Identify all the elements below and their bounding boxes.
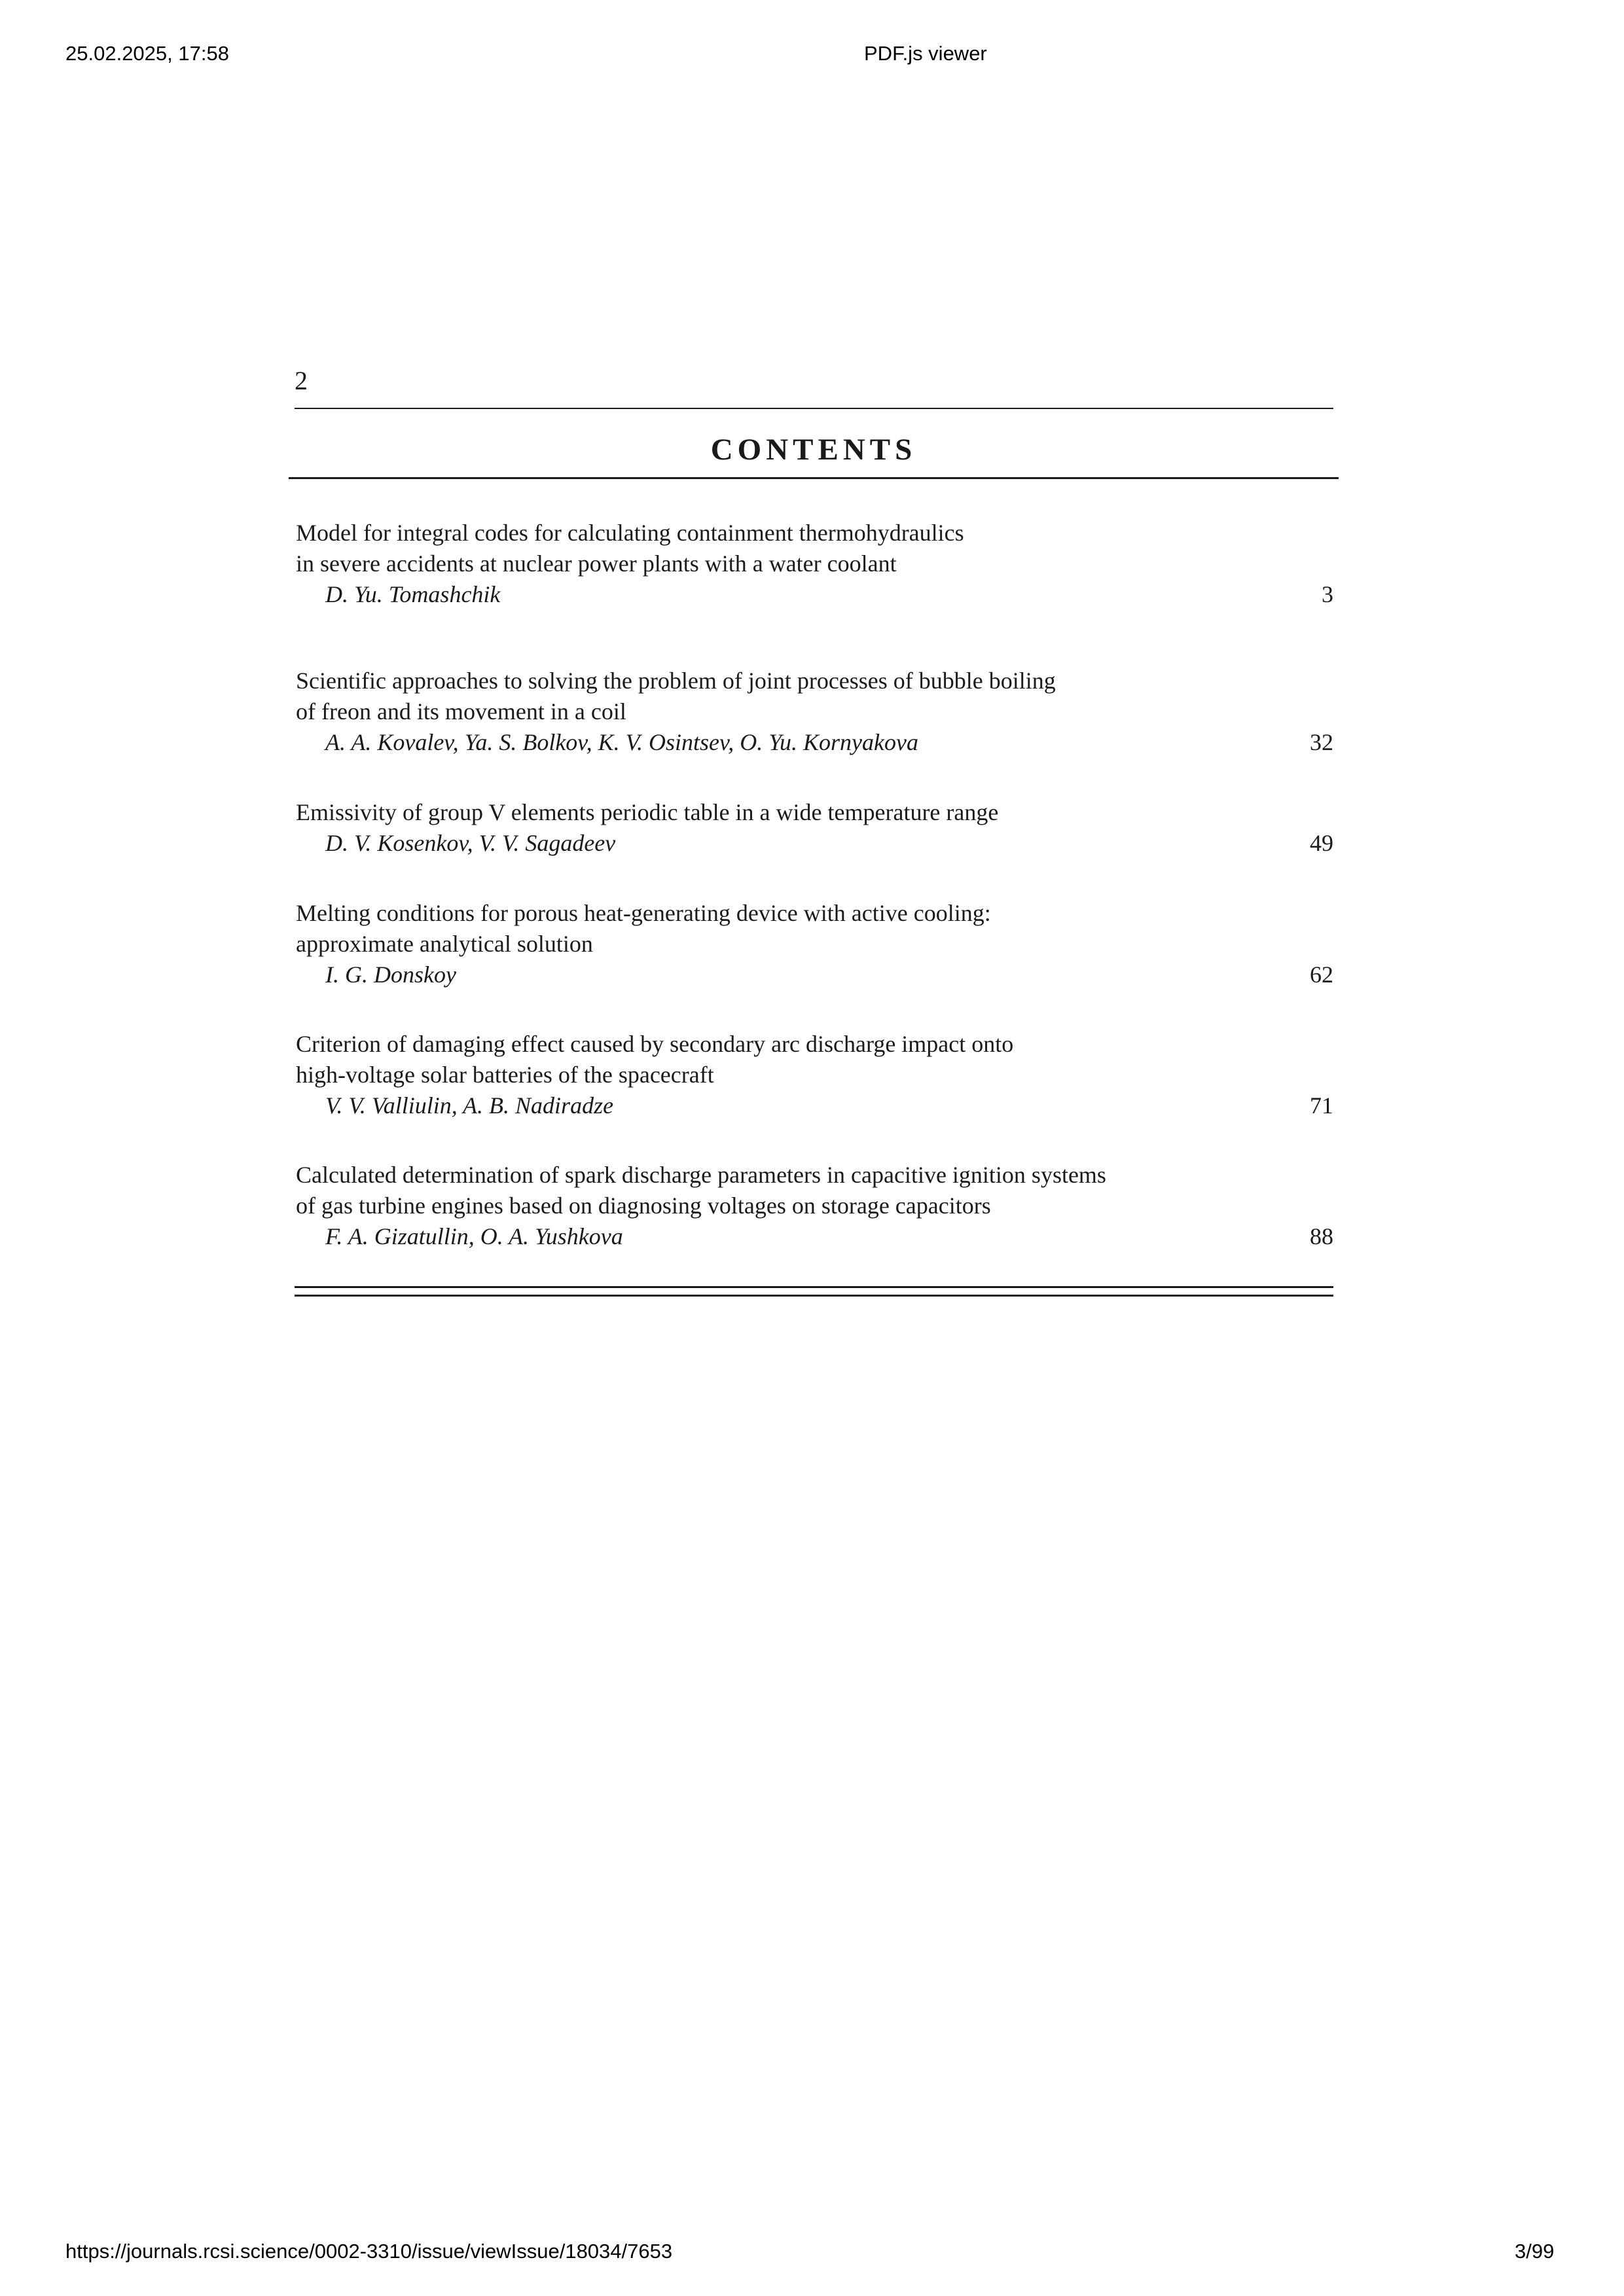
toc-title-line: in severe accidents at nuclear power plants with a water coolant <box>296 550 897 577</box>
print-url: https://journals.rcsi.science/0002-3310/issue/viewIssue/18034/7653 <box>65 2240 673 2263</box>
print-page-counter: 3/99 <box>1515 2240 1555 2263</box>
toc-title-line: Criterion of damaging effect caused by secondary arc discharge impact onto <box>296 1031 1014 1057</box>
toc-authors: I. G. Donskoy <box>325 961 456 988</box>
toc-page-number: 32 <box>1310 729 1333 755</box>
toc-author-row <box>296 579 1333 610</box>
toc-authors: F. A. Gizatullin, O. A. Yushkova <box>325 1223 623 1249</box>
journal-page-number: 2 <box>295 366 308 395</box>
toc-entry <box>296 518 1333 610</box>
toc-page-number: 71 <box>1310 1092 1333 1119</box>
toc-authors: D. Yu. Tomashchik <box>325 581 501 607</box>
toc-title-line: Scientific approaches to solving the problem of joint processes of bubble boiling <box>296 668 1056 694</box>
toc-entry <box>296 666 1333 758</box>
toc-title-line: of freon and its movement in a coil <box>296 698 626 725</box>
toc-page-number: 88 <box>1310 1223 1333 1249</box>
end-double-rule-upper <box>295 1286 1333 1288</box>
toc-entry <box>296 797 1333 859</box>
contents-rule <box>289 477 1339 479</box>
toc-entry <box>296 1160 1333 1252</box>
toc-authors: D. V. Kosenkov, V. V. Sagadeev <box>325 830 616 856</box>
toc-title-line: of gas turbine engines based on diagnosing voltages on storage capacitors <box>296 1193 991 1219</box>
toc-authors: A. A. Kovalev, Ya. S. Bolkov, K. V. Osintsev, O. Yu. Kornyakova <box>325 729 918 755</box>
print-title: PDF.js viewer <box>864 42 987 65</box>
toc-author-row <box>296 828 1333 859</box>
toc-title-line: approximate analytical solution <box>296 931 593 957</box>
toc-page-number: 49 <box>1310 830 1333 856</box>
toc-page-number: 3 <box>1322 581 1333 607</box>
header-rule <box>295 408 1333 409</box>
toc-title-line: Emissivity of group V elements periodic table in a wide temperature range <box>296 799 999 825</box>
toc-title-line: Melting conditions for porous heat-generating device with active cooling: <box>296 900 991 926</box>
toc-author-row <box>296 1090 1333 1121</box>
toc-author-row <box>296 960 1333 990</box>
toc-authors: V. V. Valliulin, A. B. Nadiradze <box>325 1092 614 1119</box>
toc-author-row <box>296 727 1333 758</box>
contents-heading: CONTENTS <box>710 433 917 467</box>
end-double-rule-lower <box>295 1295 1333 1297</box>
toc-entry <box>296 898 1333 990</box>
toc-author-row <box>296 1221 1333 1252</box>
toc-title-line: high-voltage solar batteries of the spacecraft <box>296 1062 714 1088</box>
toc-title-line: Model for integral codes for calculating containment thermohydraulics <box>296 520 964 546</box>
print-datetime: 25.02.2025, 17:58 <box>65 42 229 65</box>
toc-entry <box>296 1029 1333 1121</box>
toc-page-number: 62 <box>1310 961 1333 988</box>
toc-title-line: Calculated determination of spark discharge parameters in capacitive ignition systems <box>296 1162 1106 1188</box>
